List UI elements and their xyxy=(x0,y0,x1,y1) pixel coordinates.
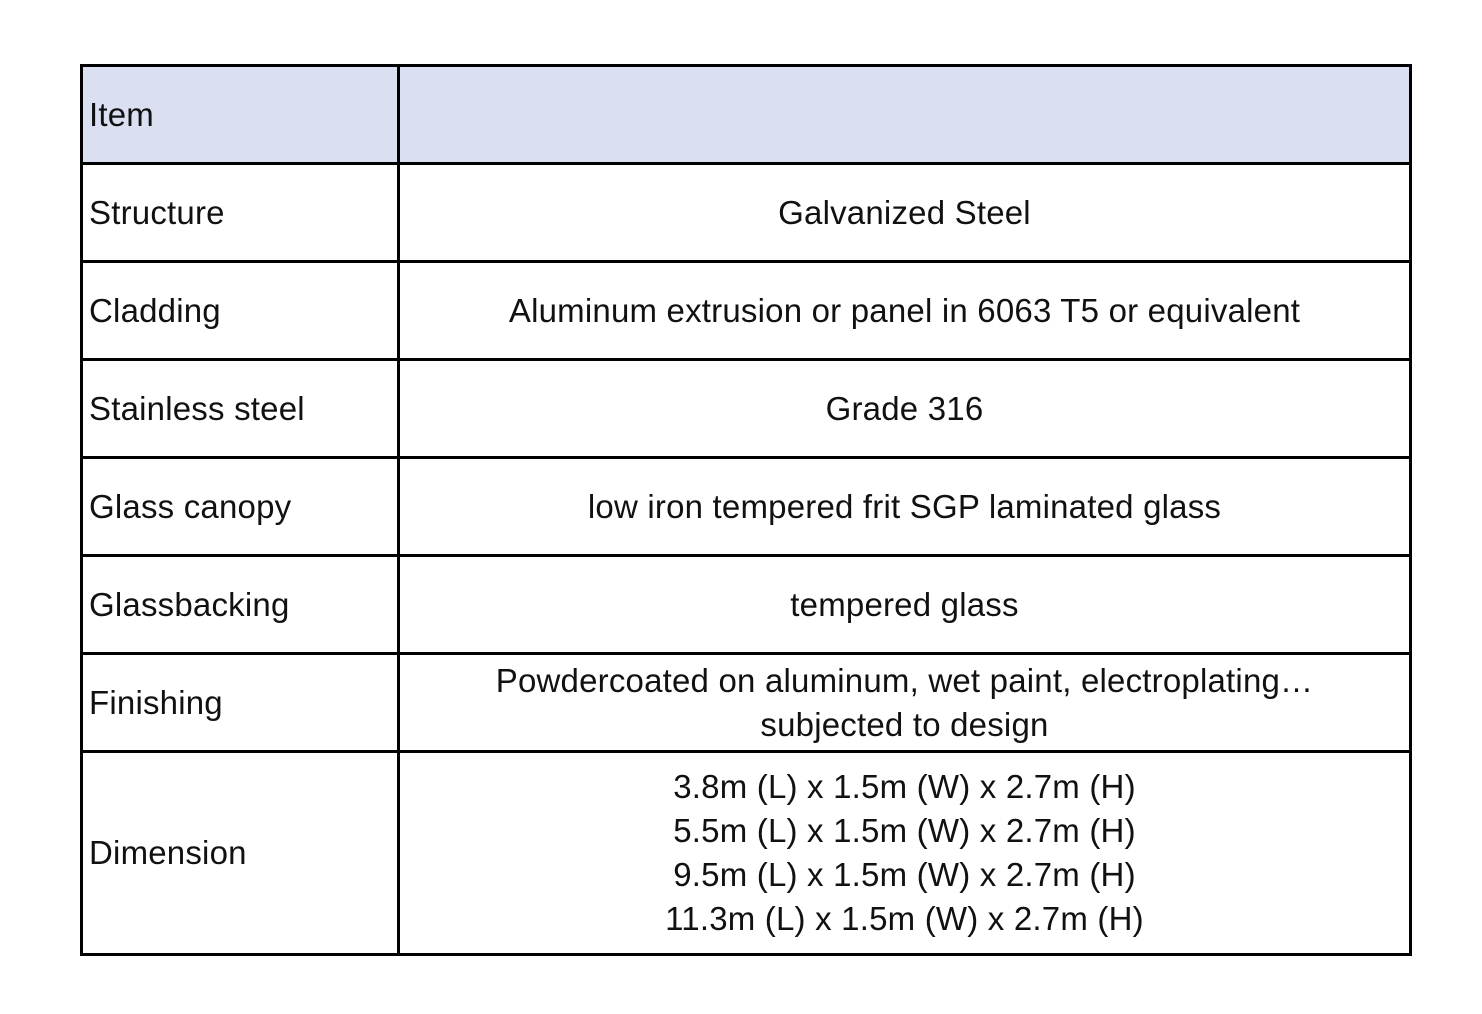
finishing-line: Powdercoated on aluminum, wet paint, electroplating… xyxy=(495,661,1314,699)
row-value-glass-canopy: low iron tempered frit SGP laminated glass xyxy=(399,458,1411,556)
table-row xyxy=(82,458,1411,556)
table-row xyxy=(82,654,1411,752)
dimension-line: 9.5m (L) x 1.5m (W) x 2.7m (H) xyxy=(673,856,1136,893)
spec-table xyxy=(80,64,1412,956)
row-value-dimension xyxy=(399,752,1411,955)
row-label-structure: Structure xyxy=(82,164,399,262)
row-label-glassbacking: Glassbacking xyxy=(82,556,399,654)
finishing-line: subjected to design xyxy=(760,705,1049,743)
row-label-stainless-steel: Stainless steel xyxy=(82,360,399,458)
table-row xyxy=(82,262,1411,360)
table-row xyxy=(82,164,1411,262)
row-value-finishing xyxy=(399,654,1411,752)
row-label-finishing: Finishing xyxy=(82,654,399,752)
dimension-line: 11.3m (L) x 1.5m (W) x 2.7m (H) xyxy=(665,900,1144,937)
dimension-line: 3.8m (L) x 1.5m (W) x 2.7m (H) xyxy=(673,768,1136,805)
row-value-glassbacking: tempered glass xyxy=(399,556,1411,654)
table-row xyxy=(82,360,1411,458)
row-value-cladding: Aluminum extrusion or panel in 6063 T5 or equivalent xyxy=(399,262,1411,360)
row-value-stainless-steel: Grade 316 xyxy=(399,360,1411,458)
table-header-row xyxy=(82,66,1411,164)
table-row xyxy=(82,556,1411,654)
row-label-glass-canopy: Glass canopy xyxy=(82,458,399,556)
row-label-dimension: Dimension xyxy=(82,752,399,955)
header-item-cell: Item xyxy=(82,66,399,164)
table-row xyxy=(82,752,1411,955)
dimension-line: 5.5m (L) x 1.5m (W) x 2.7m (H) xyxy=(673,812,1136,849)
row-value-structure: Galvanized Steel xyxy=(399,164,1411,262)
row-label-cladding: Cladding xyxy=(82,262,399,360)
header-spec-cell xyxy=(399,66,1411,164)
